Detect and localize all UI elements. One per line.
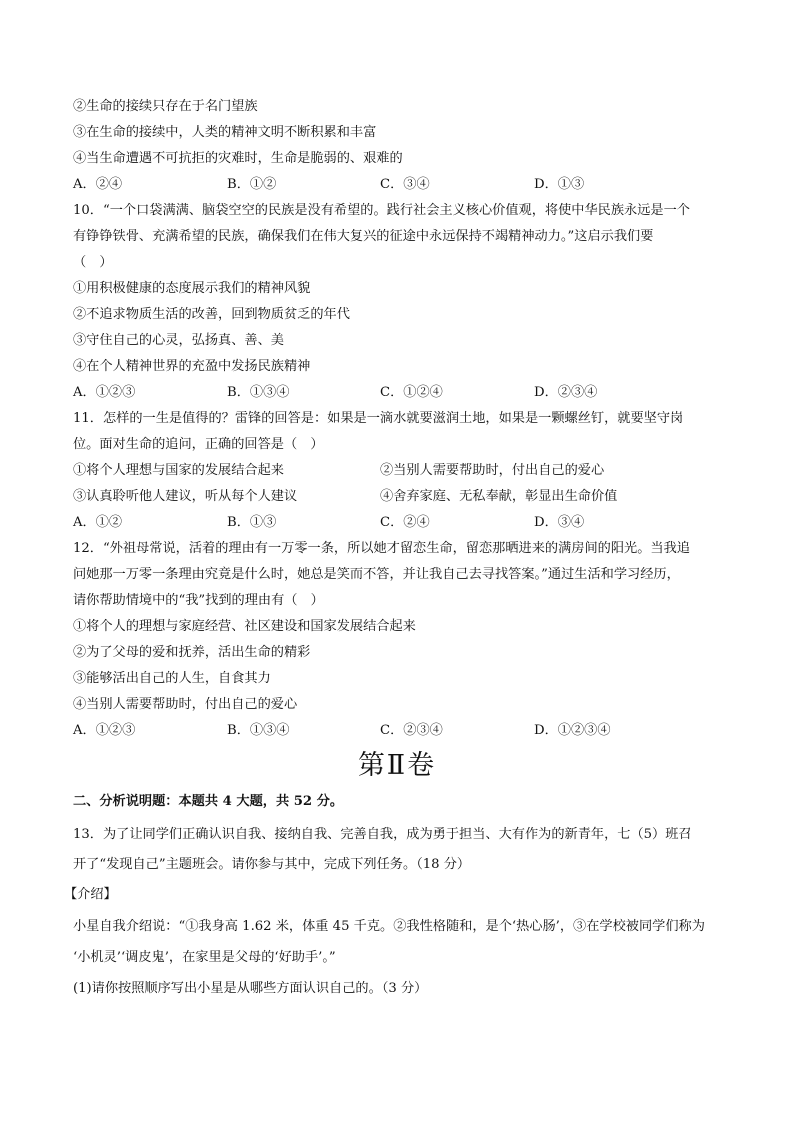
q11-option-b: B．①③: [227, 515, 277, 530]
q9-option-d: D．①③: [534, 177, 585, 192]
q9-item-4: ④当生命遭遇不可抗拒的灾难时，生命是脆弱的、艰难的: [73, 151, 403, 166]
q12-item-3: ③能够活出自己的人生，自食其力: [73, 671, 271, 686]
q13-subquestion-1: (1)请你按照顺序写出小星是从哪些方面认识自己的。（3 分）: [73, 981, 428, 996]
q11-option-c: C．②④: [380, 515, 430, 530]
q12-option-a: A．①②③: [73, 723, 136, 738]
q11-stem-line-1: 11．怎样的一生是值得的？雷锋的回答是：如果是一滴水就要滋润土地，如果是一颗螺丝钉，就要坚守岗: [73, 411, 684, 426]
q13-stem-line-2: 开了“发现自己”主题班会。请你参与其中，完成下列任务。（18 分）: [73, 857, 471, 872]
q12-option-c: C．②③④: [380, 723, 443, 738]
q10-option-a: A．①②③: [73, 385, 136, 400]
q12-item-2: ②为了父母的爱和抚养，活出生命的精彩: [73, 645, 311, 660]
q10-stem-line-3: （ ）: [73, 255, 113, 270]
q13-intro-line-1: 小星自我介绍说：“①我身高 1.62 米，体重 45 千克。②我性格随和，是个‘热心肠’，③在学校被同学们称为: [73, 919, 705, 934]
q13-stem-line-1: 13．为了让同学们正确认识自我、接纳自我、完善自我，成为勇于担当、大有作为的新青年，七（5）班召: [73, 827, 692, 842]
q10-item-4: ④在个人精神世界的充盈中发扬民族精神: [73, 359, 311, 374]
q10-stem-line-1: 10．“一个口袋满满、脑袋空空的民族是没有希望的。践行社会主义核心价值观，将使中华民族永远是一个: [73, 203, 690, 218]
q10-item-1: ①用积极健康的态度展示我们的精神风貌: [73, 281, 311, 296]
q9-option-b: B．①②: [227, 177, 277, 192]
q10-option-d: D．②③④: [534, 385, 598, 400]
q12-item-1: ①将个人的理想与家庭经营、社区建设和国家发展结合起来: [73, 619, 416, 634]
q11-item-1: ①将个人理想与国家的发展结合起来: [73, 463, 284, 478]
q9-option-c: C．③④: [380, 177, 430, 192]
q12-stem-line-1: 12．“外祖母常说，活着的理由有一万零一条，所以她才留恋生命，留恋那晒进来的满房间的阳光。当我追: [73, 541, 690, 556]
q12-option-b: B．①③④: [227, 723, 290, 738]
q11-item-2: ②当别人需要帮助时，付出自己的爱心: [380, 463, 605, 478]
q10-stem-line-2: 有铮铮铁骨、充满希望的民族，确保我们在伟大复兴的征途中永远保持不竭精神动力。”这启示我们要: [73, 229, 654, 244]
q12-stem-line-2: 问她那一万零一条理由究竟是什么时，她总是笑而不答，并让我自己去寻找答案。”通过生活和学习经历，: [73, 567, 680, 582]
q9-item-3: ③在生命的接续中，人类的精神文明不断积累和丰富: [73, 125, 377, 140]
q11-option-d: D．③④: [534, 515, 585, 530]
q13-intro-label: 【介绍】: [64, 887, 117, 902]
q9-item-2: ②生命的接续只存在于名门望族: [73, 99, 258, 114]
q10-option-c: C．①②④: [380, 385, 443, 400]
q9-option-a: A．②④: [73, 177, 123, 192]
q10-option-b: B．①③④: [227, 385, 290, 400]
q12-item-4: ④当别人需要帮助时，付出自己的爱心: [73, 697, 298, 712]
q13-intro-line-2: ‘小机灵’‘调皮鬼’，在家里是父母的‘好助手’。”: [73, 950, 336, 965]
part-two-title: 第Ⅱ卷: [357, 750, 437, 781]
q10-item-3: ③守住自己的心灵，弘扬真、善、美: [73, 333, 284, 348]
q11-item-4: ④舍弃家庭、无私奉献，彰显出生命价值: [380, 489, 618, 504]
q12-stem-line-3: 请你帮助情境中的“我”找到的理由有（ ）: [73, 593, 324, 608]
q11-stem-line-2: 位。面对生命的追问，正确的回答是（ ）: [73, 437, 324, 452]
part-two-heading: 二、分析说明题：本题共 4 大题，共 52 分。: [73, 794, 344, 809]
q10-item-2: ②不追求物质生活的改善，回到物质贫乏的年代: [73, 307, 350, 322]
q11-item-3: ③认真聆听他人建议，听从每个人建议: [73, 489, 298, 504]
q11-option-a: A．①②: [73, 515, 123, 530]
q12-option-d: D．①②③④: [534, 723, 611, 738]
